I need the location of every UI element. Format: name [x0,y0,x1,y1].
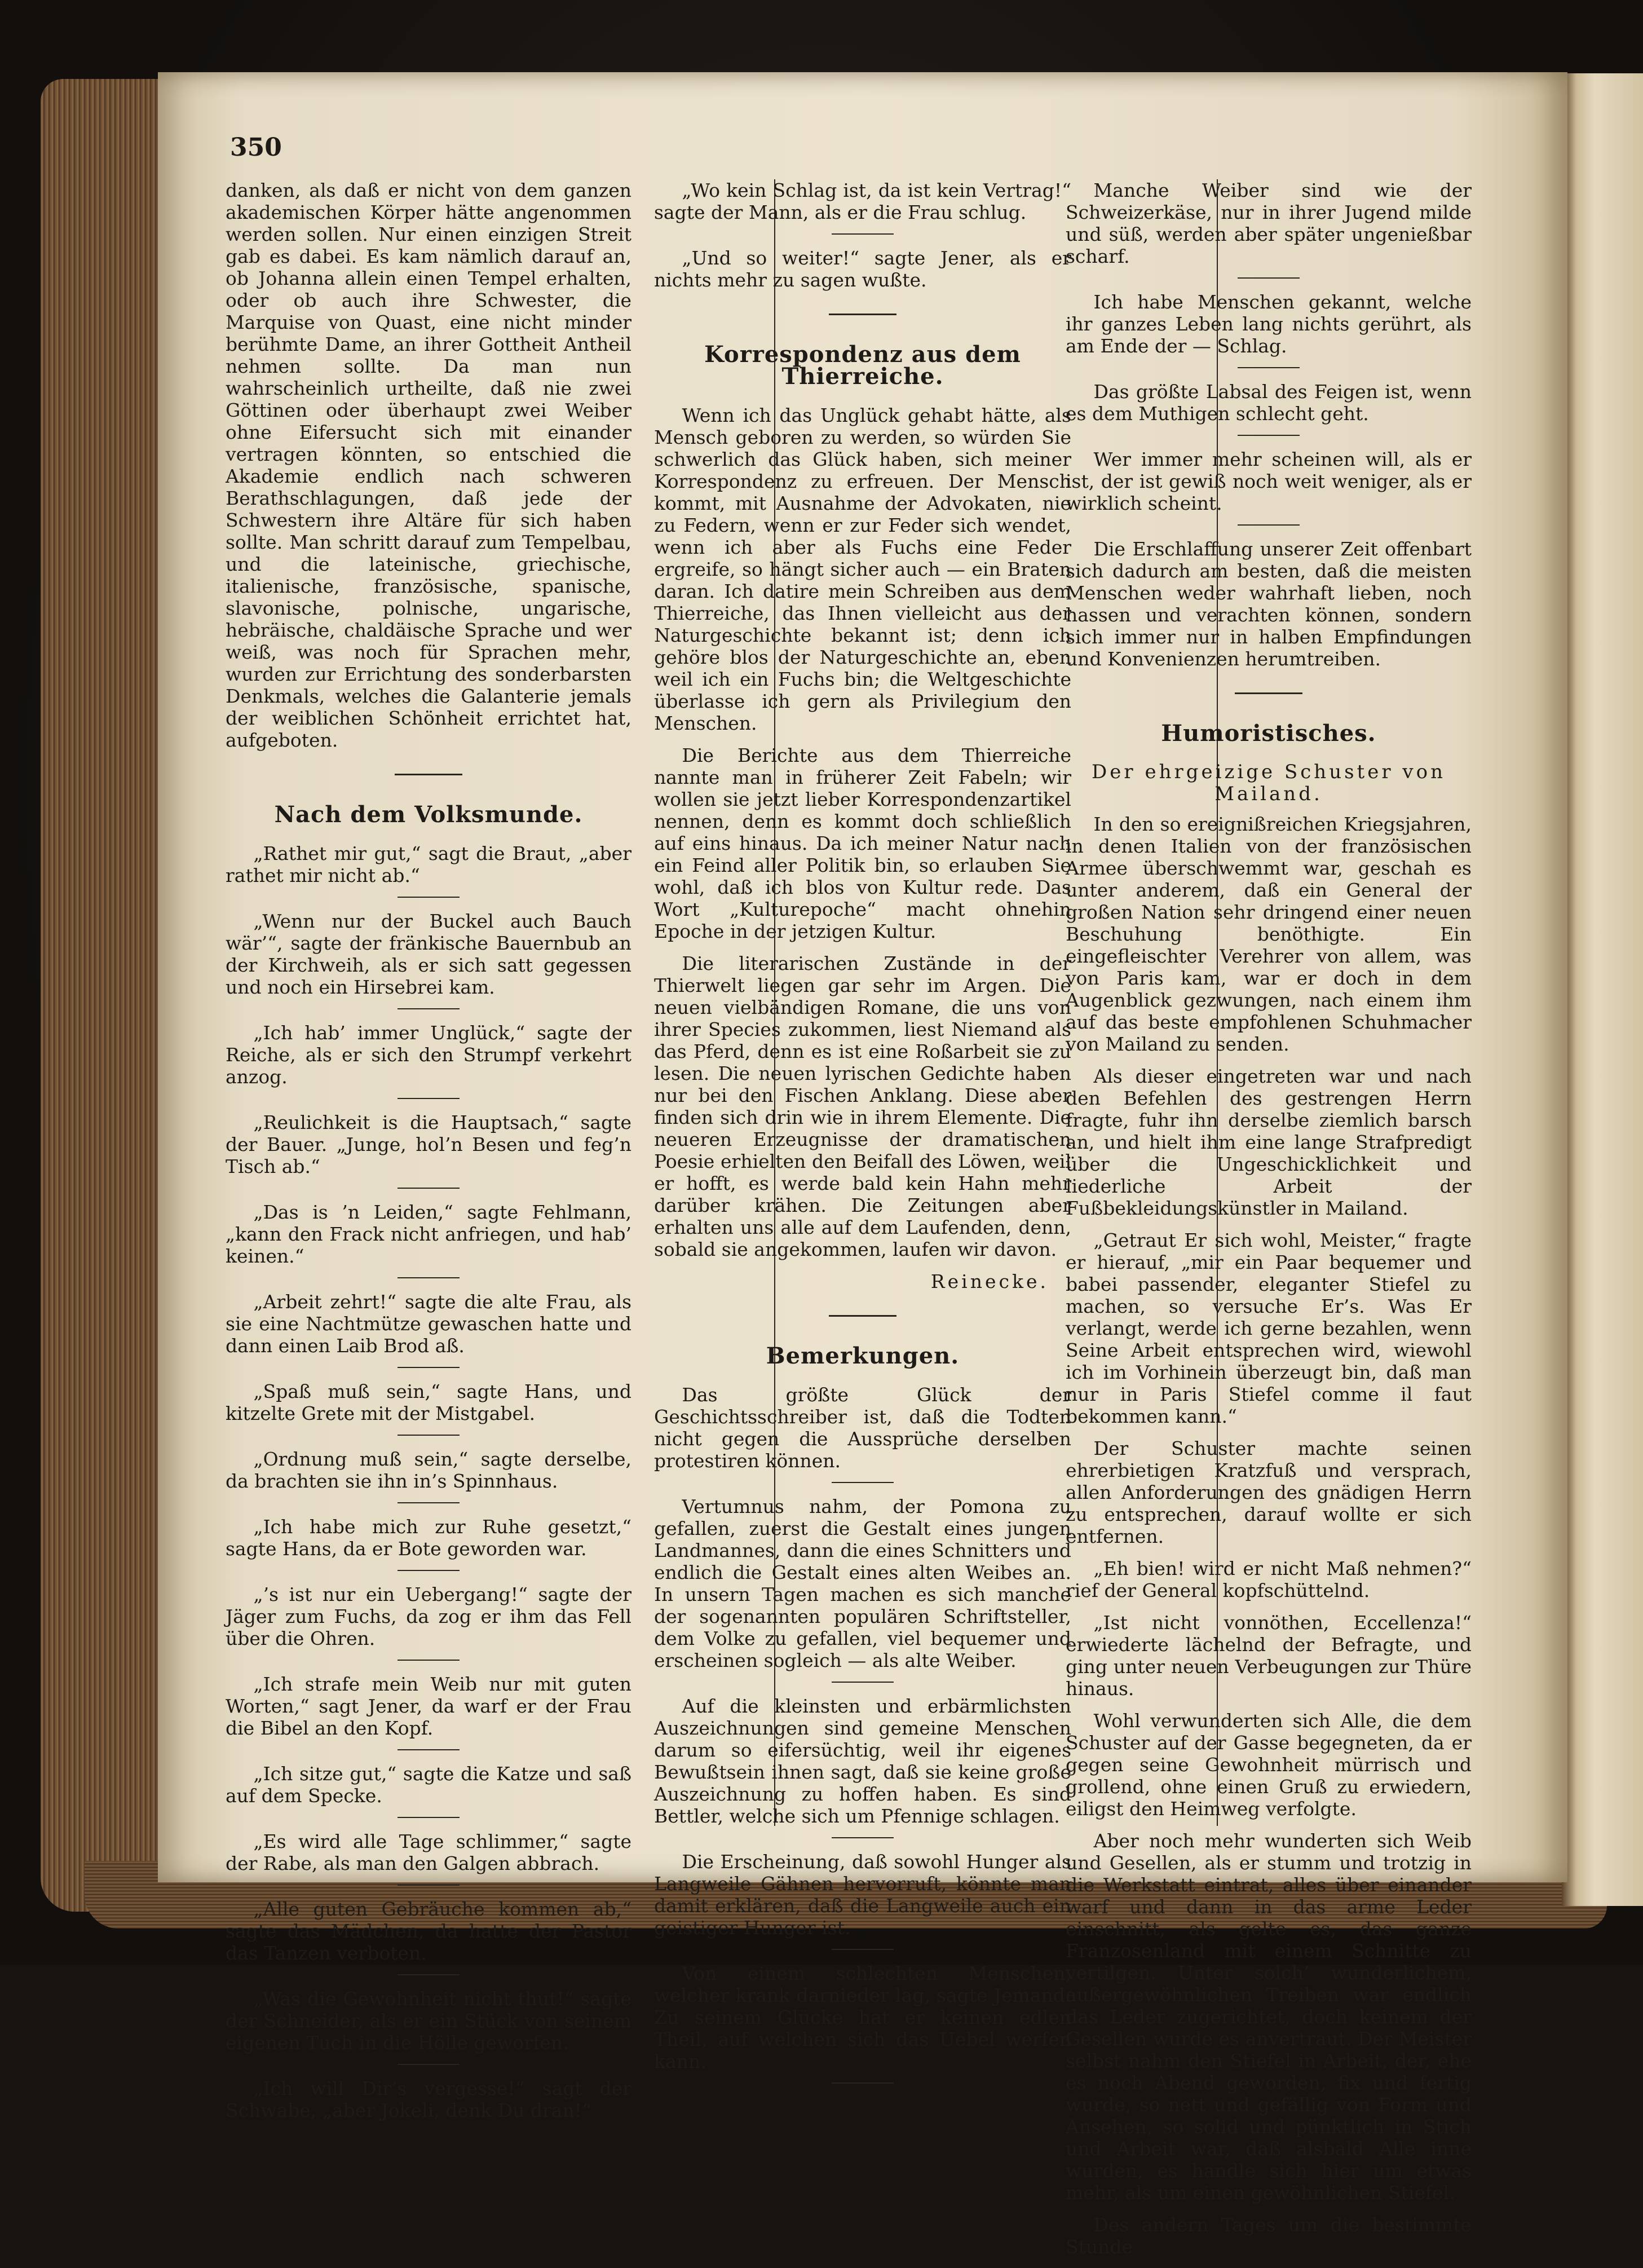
saying: „Ich sitze gut,“ sagte die Katze und saß auf dem Specke. [226,1763,631,1807]
story-paragraph: Wohl verwunderten sich Alle, die dem Schuster auf der Gasse begegneten, da er gegen seine Gewohnheit mürrisch und grollend, ohne einen Gruß zu erwiedern, eiligst den Heimweg verfolgte. [1066,1710,1472,1820]
saying: „Wenn nur der Buckel auch Bauch wär’“, sagte der fränkische Bauernbub an der Kirchweih, als er sich satt gegessen und noch ein Hirsebrei kam. [226,910,631,998]
saying: „’s ist nur ein Uebergang!“ sagte der Jäger zum Fuchs, da zog er ihm das Fell über die Ohren. [226,1583,631,1649]
facing-page-edge [1562,73,1643,1906]
aphorism: Manche Weiber sind wie der Schweizerkäse, nur in ihrer Jugend milde und süß, werden aber später ungenießbar scharf. [1066,179,1472,267]
saying-divider [832,233,894,235]
saying-divider [398,897,460,898]
saying: „Ich strafe mein Weib nur mit guten Worten,“ sagt Jener, da warf er der Frau die Bibel an den Kopf. [226,1673,631,1739]
saying: „Reulichkeit is die Hauptsach,“ sagte der Bauer. „Junge, hol’n Besen und feg’n Tisch ab.“ [226,1111,631,1177]
paragraph: Wenn ich das Unglück gehabt hätte, als Mensch geboren zu werden, so würden Sie schwerlich das Glück haben, sich meiner Korrespondenz zu erfreuen. Der Mensch kommt, mit Ausnahme der Advokaten, nie zu Federn, wenn er zur Feder sich wendet, wenn ich aber als Fuchs eine Feder ergreife, so hängt sicher auch — ein Braten daran. Ich datire mein Schreiben aus dem Thierreiche, das Ihnen vielleicht aus der Naturgeschichte bekannt ist; denn ich gehöre blos der Naturgeschichte an, eben weil ich ein Fuchs bin; die Weltgeschichte überlasse ich gern als Privilegium den Menschen. [654,404,1071,734]
saying: „Ich habe mich zur Ruhe gesetzt,“ sagte Hans, da er Bote geworden war. [226,1516,631,1560]
continued-paragraph: danken, als daß er nicht von dem ganzen akademischen Körper hätte angenommen werden sollen. Nur einen einzigen Streit gab es dabei. Es kam nämlich darauf an, ob Johanna allein einen Tempel erhalten, oder ob auch ihre Schwester, die Marquise von Quast, eine nicht minder berühmte Dame, an ihrer Gottheit Antheil nehmen sollte. Da man nun wahrscheinlich urtheilte, daß nie zwei Göttinen oder überhaupt zwei Weiber ohne Eifersucht sich mit einander vertragen könnten, so entschied die Akademie endlich nach schweren Berathschlagungen, daß jede der Schwestern ihre Altäre für sich haben sollte. Man schritt darauf zum Tempelbau, und die lateinische, griechische, italienische, französische, spanische, slavonische, polnische, ungarische, hebräische, chaldäische Sprache und wer weiß, was noch für Sprachen mehr, wurden zur Errichtung des sonderbarsten Denkmals, welches die Galanterie jemals der weiblichen Schönheit errichtet hat, aufgeboten. [226,179,631,751]
saying-divider [398,1008,460,1009]
remark-divider [832,1837,894,1838]
section-title-humoristisches: Humoristisches. [1161,720,1376,747]
story-paragraph: „Ist nicht vonnöthen, Eccellenza!“ erwiederte lächelnd der Befragte, und ging unter neuen Verbeugungen zur Thüre hinaus. [1066,1612,1472,1700]
section-title-volksmunde: Nach dem Volksmunde. [274,801,583,828]
remark: Auf die kleinsten und erbärmlichsten Auszeichnungen sind gemeine Menschen darum so eifersüchtig, weil ihr eigenes Bewußtsein ihnen sagt, daß sie keine große Auszeichnung zu hoffen haben. Es sind Bettler, welche sich um Pfennige schlagen. [654,1695,1071,1827]
signature: Reinecke. [930,1270,1049,1292]
saying-divider [398,1749,460,1750]
story-paragraph: Aber noch mehr wunderten sich Weib und Gesellen, als er stumm und trotzig in die Werkstatt eintrat, alles über einander warf und dann in das arme Leder einschnitt, als gelte es, das ganze Franzosenland mit einem Schnitte zu vertilgen. Unter solch’ wunderlichem, außergewöhnlichen Treiben war endlich das Leder zugerichtet, doch keinem der Gesellen wurde es anvertraut. Der Meister selbst nahm den Stiefel in Arbeit, der, ehe es noch Abend geworden, fix und fertig wurde, so nett und gefällig von Form und Ansehen, so solid und pünktlich in Stich und Arbeit war, daß alsbald Alle inne wurden, es handle sich hier um etwas mehr, als um einen gewöhnlichen Stiefel. [1066,1830,1472,2204]
saying: „Ich will Dir’s vergesse!“ sagt der Schwabe, „aber Jokeli, denk Du dran!“ [226,2077,631,2121]
remark: Vertumnus nahm, der Pomona zu gefallen, zuerst die Gestalt eines jungen Landmannes, dann die eines Schnitters und endlich die Gestalt eines alten Weibes an. In unsern Tagen machen es sich manche der sogenannten populären Schriftsteller, dem Volke zu gefallen, viel bequemer und erscheinen sogleich — als alte Weiber. [654,1495,1071,1671]
saying-divider [398,1098,460,1099]
aphorism: Die Erschlaffung unserer Zeit offenbart sich dadurch am besten, daß die meisten Menschen weder wahrhaft lieben, noch hassen und verachten können, sondern sich immer nur in halben Empfindungen und Konvenienzen herumtreiben. [1066,538,1472,670]
aphorism: Wer immer mehr scheinen will, als er ist, der ist gewiß noch weit weniger, als er wirklich scheint. [1066,448,1472,514]
saying-divider [398,1817,460,1818]
saying-divider [398,1885,460,1886]
page-number: 350 [230,133,282,162]
section-title-bemerkungen: Bemerkungen. [766,1343,960,1369]
saying: „Das is ’n Leiden,“ sagte Fehlmann, „kann den Frack nicht anfriegen, und hab’ keinen.“ [226,1201,631,1267]
saying: „Ich hab’ immer Unglück,“ sagte der Reiche, als er sich den Strumpf verkehrt anzog. [226,1022,631,1088]
remark: Das größte Glück der Geschichtsschreiber ist, daß die Todten nicht gegen die Aussprüche derselben protestiren können. [654,1384,1071,1472]
saying: „Was die Gewohnheit nicht thut!“ sagte der Schneider, als er ein Stück von seinem eigenen Tuch in die Hölle geworfen. [226,1988,631,2054]
section-divider [829,314,896,315]
column-2 [654,179,1071,2096]
remark-divider [832,1949,894,1950]
aphorism-divider [1238,524,1300,526]
story-paragraph: „Eh bien! wird er nicht Maß nehmen?“ rief der General kopfschüttelnd. [1066,1557,1472,1601]
aphorism: Das größte Labsal des Feigen ist, wenn es dem Muthigen schlecht geht. [1066,381,1472,425]
paragraph: Die literarischen Zustände in der Thierwelt liegen gar sehr im Argen. Die neuen vielbändigen Romane, die uns von ihrer Species zukommen, liest Niemand als das Pferd, denn es ist eine Roßarbeit sie zu lesen. Die neuen lyrischen Gedichte haben nur bei den Fischen Anklang. Diese aber finden sich drin wie in ihrem Elemente. Die neueren Erzeugnisse der dramatischen Poesie erhielten den Beifall des Löwen, weil er hofft, es werde bald kein Hahn mehr darüber krähen. Die Zeitungen aber erhalten uns alle auf dem Laufenden, denn, sobald sie angekommen, laufen wir davon. [654,952,1071,1260]
aphorism-divider [1238,367,1300,368]
saying-divider [398,1435,460,1436]
section-divider [395,774,462,775]
saying: „Alle guten Gebräuche kommen ab,“ sagte das Mädchen, da hatte der Pastor das Tanzen verboten. [226,1898,631,1964]
saying-divider [398,1570,460,1571]
story-paragraph: Der Schuster machte seinen ehrerbietigen Kratzfuß und versprach, allen Anforderungen des gnädigen Herrn zu entsprechen, darauf wollte er sich entfernen. [1066,1437,1472,1547]
saying: „Rathet mir gut,“ sagt die Braut, „aber rathet mir nicht ab.“ [226,842,631,886]
story-title: Der ehrgeizige Schuster von Mailand. [1092,761,1446,805]
saying-divider [398,1502,460,1503]
column-3 [1066,179,1472,2268]
saying-divider [398,1277,460,1278]
remark: Von einem schlechten Menschen, welcher krank darnieder lag, sagte Jemand: Zu seinem Glücke hat er keinen edlen Theil, auf welchen sich das Uebel werfen kann. [654,1962,1071,2072]
aphorism-divider [1238,435,1300,436]
saying: „Spaß muß sein,“ sagte Hans, und kitzelte Grete mit der Mistgabel. [226,1380,631,1424]
story-paragraph: Des andern Tages um die bestimmte Stunde [1066,2214,1472,2258]
saying-divider [398,1188,460,1189]
saying: „Wo kein Schlag ist, da ist kein Vertrag!“ sagte der Mann, als er die Frau schlug. [654,179,1071,223]
paragraph: Die Berichte aus dem Thierreiche nannte man in früherer Zeit Fabeln; wir wollen sie jetzt lieber Korrespondenzartikel nennen, denn es kommt doch schließlich auf eins hinaus. Da ich meiner Natur nach ein Feind aller Politik bin, so erlauben Sie wohl, daß ich blos von Kultur rede. Das Wort „Kulturepoche“ macht ohnehin Epoche in der jetzigen Kultur. [654,744,1071,942]
saying: „Arbeit zehrt!“ sagte die alte Frau, als sie eine Nachtmütze gewaschen hatte und dann einen Laib Brod aß. [226,1291,631,1357]
saying-divider [398,1367,460,1368]
remark-divider [832,1682,894,1683]
story-paragraph: In den so ereignißreichen Kriegsjahren, in denen Italien von der französischen Armee überschwemmt war, geschah es unter anderem, daß ein General der großen Nation sehr dringend einer neuen Beschuhung benöthigte. Ein eingefleischter Verehrer von allem, was von Paris kam, war er doch in dem Augenblick gezwungen, nach einem ihm auf das beste empfohlenen Schuhmacher von Mailand zu senden. [1066,813,1472,1055]
saying: „Und so weiter!“ sagte Jener, als er nichts mehr zu sagen wußte. [654,247,1071,291]
aphorism: Ich habe Menschen gekannt, welche ihr ganzes Leben lang nichts gerührt, als am Ende der — Schlag. [1066,291,1472,357]
aphorism-divider [1238,277,1300,279]
saying: „Ordnung muß sein,“ sagte derselbe, da brachten sie ihn in’s Spinnhaus. [226,1448,631,1492]
section-divider [829,1315,896,1317]
column-1 [226,179,631,2132]
saying-divider [398,2064,460,2065]
story-paragraph: „Getraut Er sich wohl, Meister,“ fragte er hierauf, „mir ein Paar bequemer und babei passender, eleganter Stiefel zu machen, so versuche Er’s. Was Er verlangt, werde ich gerne bezahlen, wenn Seine Arbeit entsprechen wird, wiewohl ich im Vorhinein überzeugt bin, daß man nur in Paris Stiefel comme il faut bekommen kann.“ [1066,1229,1472,1427]
remark: Die Erscheinung, daß sowohl Hunger als Langweile Gähnen hervorruft, könnte man damit erklären, daß die Langweile auch ein geistiger Hunger ist. [654,1851,1071,1939]
saying-divider [398,1974,460,1975]
saying: „Es wird alle Tage schlimmer,“ sagte der Rabe, als man den Galgen abbrach. [226,1830,631,1874]
section-divider [1235,692,1302,694]
remark-divider [832,2082,894,2084]
book-page [158,72,1567,2258]
section-title-korrespondenz: Korrespondenz aus dem Thierreiche. [704,341,1021,390]
saying-divider [398,1660,460,1661]
remark-divider [832,1482,894,1483]
story-paragraph: Als dieser eingetreten war und nach den Befehlen des gestrengen Herrn fragte, fuhr ihn derselbe ziemlich barsch an, und hielt ihm eine lange Strafpredigt über die Ungeschicklichkeit und liederliche Arbeit der Fußbekleidungskünstler in Mailand. [1066,1065,1472,1219]
book-page-edges-left [41,79,170,1912]
